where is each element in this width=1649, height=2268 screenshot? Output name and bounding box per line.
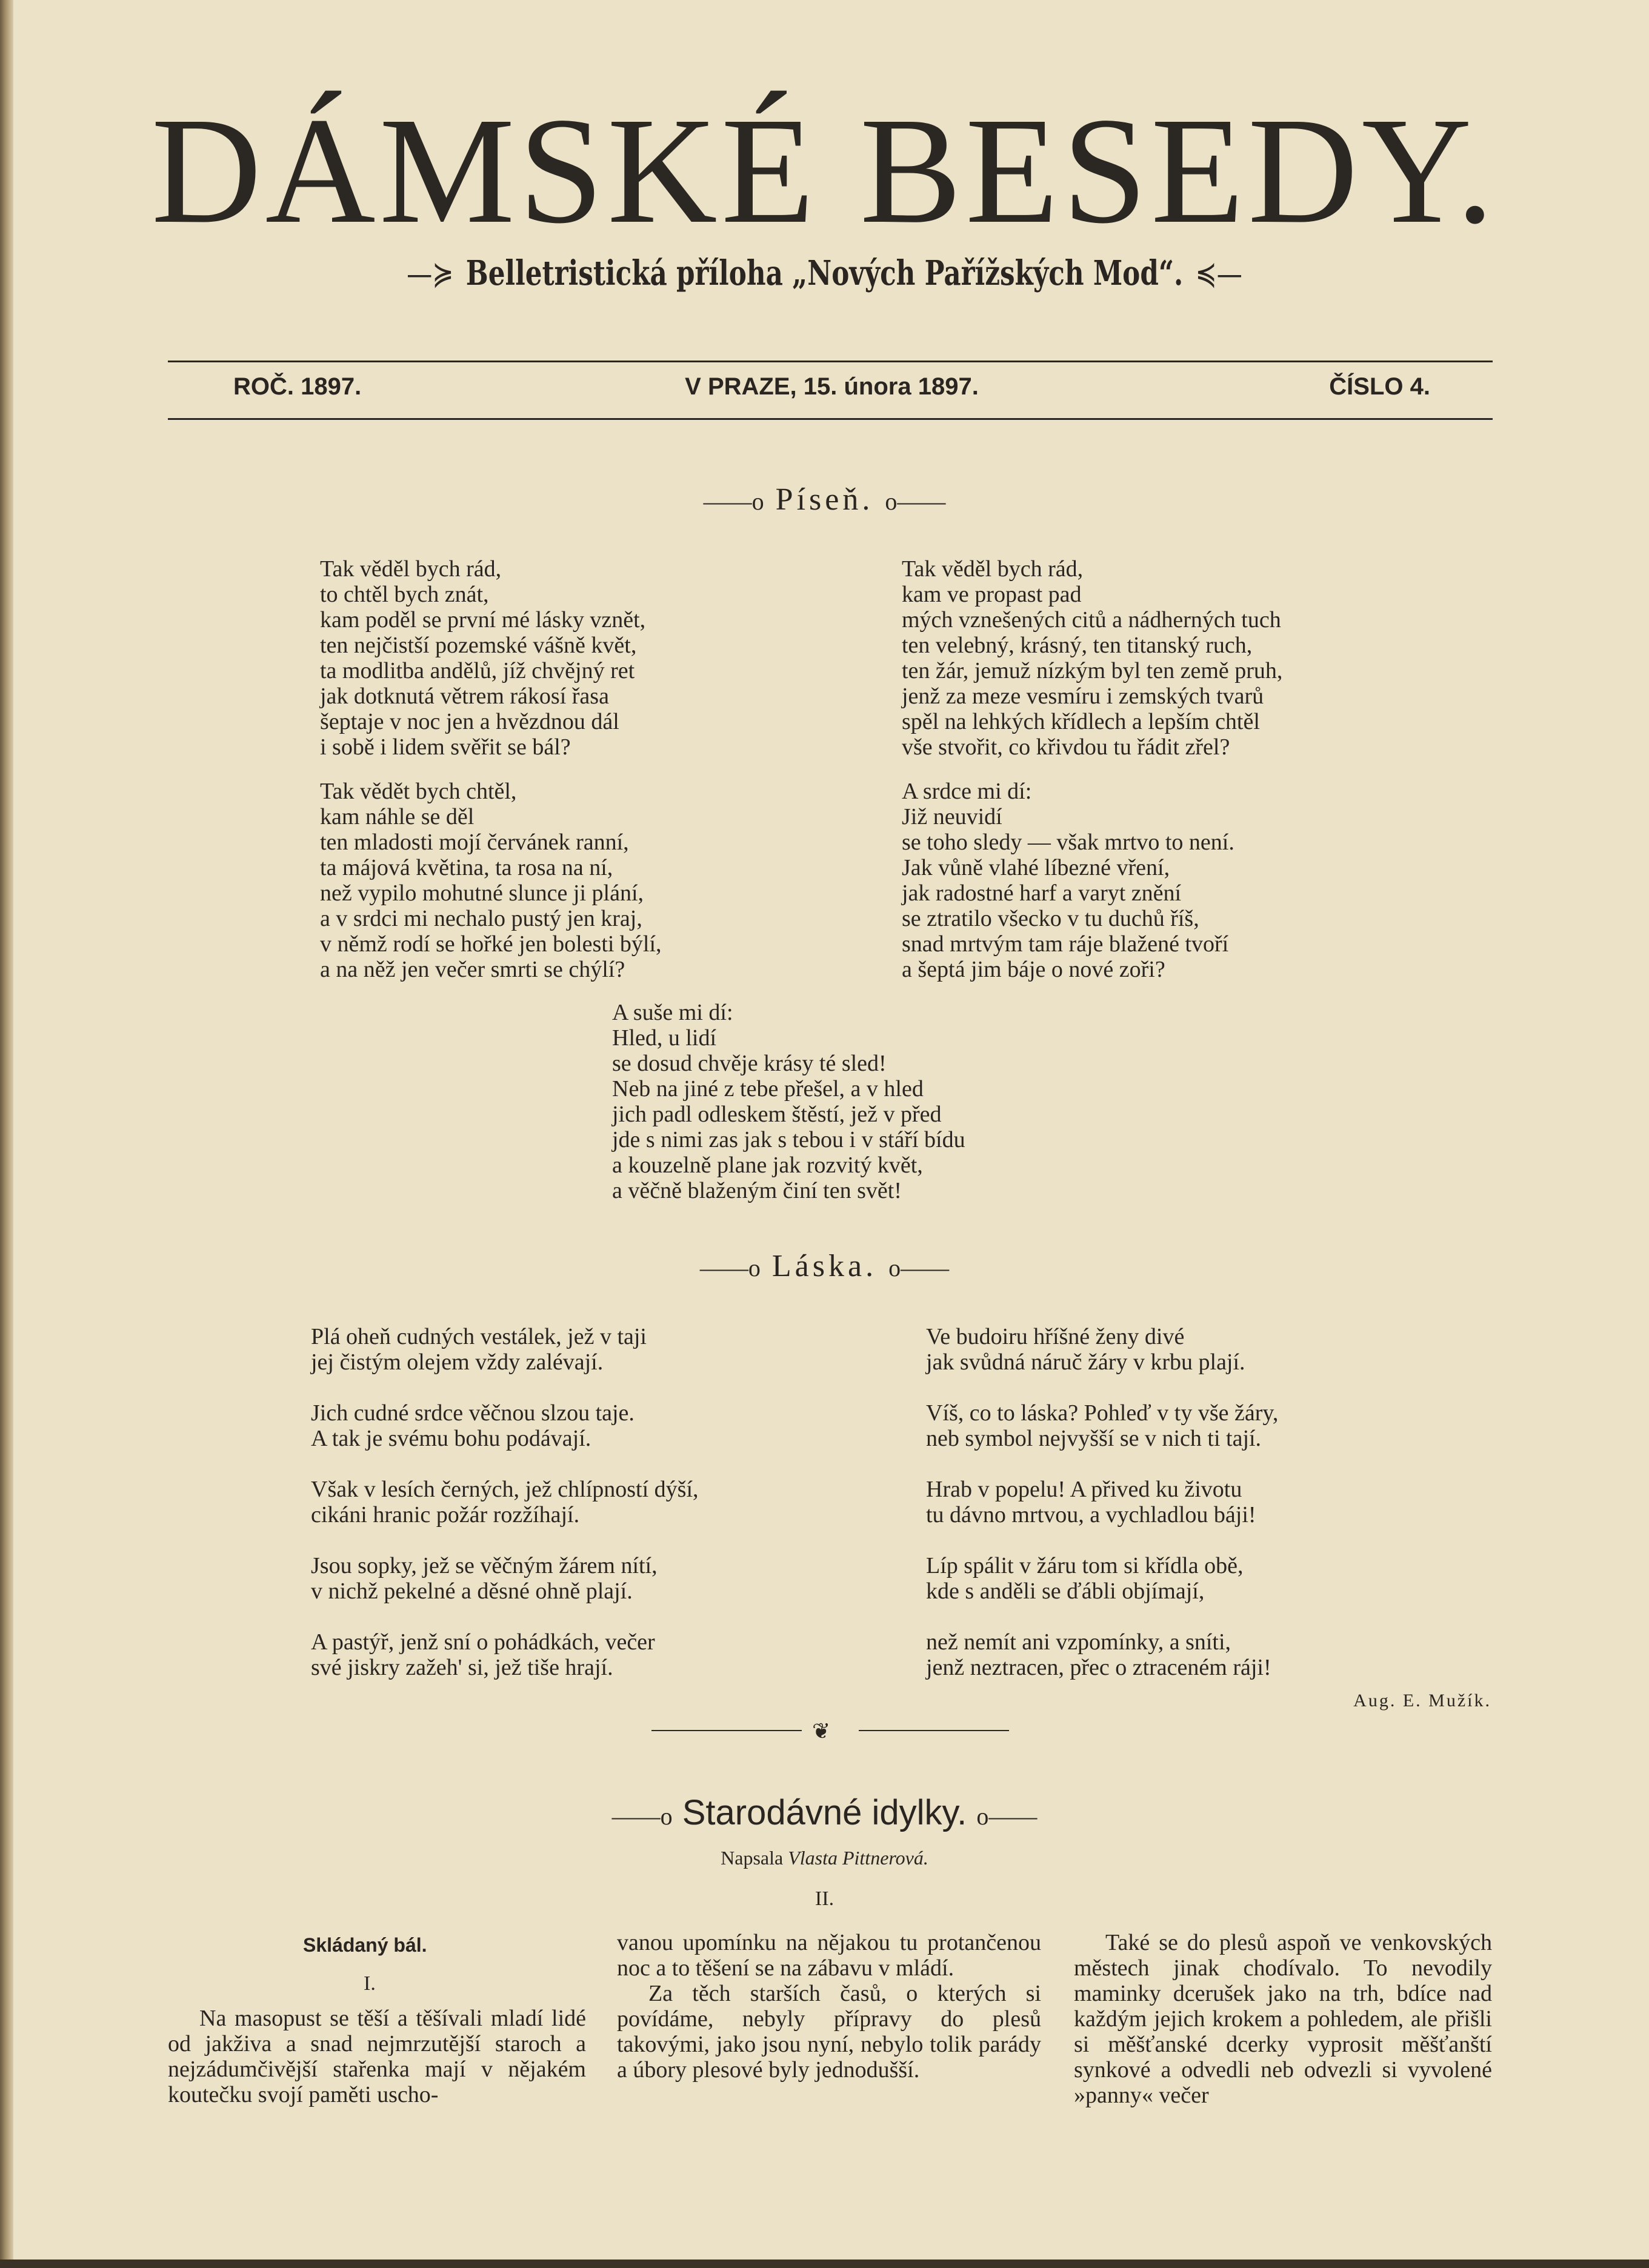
flourish-right-icon: ≼— [1195, 254, 1242, 293]
masthead-subtitle [181, 253, 1467, 293]
pisen-left-stanza-2: Tak vědět bych chtěl, kam náhle se děl ten mladosti mojí červánek ranní, ta májová květina, ta rosa na ní, než vypilo mohutné slunce ji plání, a v srdci mi nechalo pustý jen kraj, v němž rodí se hořké jen bolesti býlí, a na něž jen večer smrti se chýlí? [320, 779, 662, 982]
col2-paragraph-2: Za těch starších časů, o kterých si povídáme, nebyly přípravy do plesů takovými, jako jsou nyní, nebylo tolik parády a úbory plesové byly jednodušší. [617, 1981, 1041, 2083]
fleuron-icon: ❦ [812, 1719, 831, 1743]
prose-column-3 [1074, 1930, 1492, 2108]
rule-top [168, 361, 1493, 362]
page-bottom-edge [0, 2260, 1649, 2268]
pisen-right-stanza-1: Tak věděl bych rád, kam ve propast pad mých vznešených citů a nádherných tuch ten velebný, krásný, ten titanský ruch, ten žár, jemuž nízkým byl ten země pruh, jenž za meze vesmíru i zemských tvarů spěl na lehkých křídlech a lepším chtěl vše stvořit, co křivdou tu řádit zřel? [902, 556, 1283, 760]
subsection-number: I. [364, 1972, 376, 1995]
author-name: Vlasta Pittnerová. [788, 1847, 928, 1869]
col2-paragraph-1: vanou upomínku na nějakou tu protančenou noc a to těšení se na zábavu v mládí. [617, 1930, 1041, 1981]
author-prefix: Napsala [721, 1847, 784, 1869]
laska-signature: Aug. E. Mužík. [1353, 1691, 1491, 1711]
flourish-left-icon: —≽ [407, 254, 454, 293]
idylky-title-row [0, 1792, 1649, 1833]
pisen-center-stanza: A suše mi dí: Hled, u lidí se dosud chvěje krásy té sled! Neb na jiné z tebe přešel, a v hled jich padl odleskem štěstí, jež v před jde s nimi zas jak s tebou i v stáří bídu a kouzelně plane jak rozvitý květ, a věčně blaženým činí ten svět! [612, 1000, 965, 1203]
issue-place-date: V PRAZE, 15. února 1897. [685, 373, 979, 400]
pisen-left-stanza-1: Tak věděl bych rád, to chtěl bych znát, kam poděl se první mé lásky vznět, ten nejčistší pozemské vášně květ, ta modlitba andělů, jíž chvějný ret jak dotknutá větrem rákosí řasa šeptaje v noc jen a hvězdnou dál i sobě i lidem svěřit se bál? [320, 556, 646, 760]
dash-right: o—— [888, 1254, 950, 1282]
col1-paragraph: Na masopust se těší a těšívali mladí lidé od jakživa a snad nejmrzutější staroch a nejzádumčivější stařenka mají v nějakém koutečku svojí paměti uscho- [168, 2006, 586, 2107]
dash-left: ——o [611, 1803, 673, 1830]
ornament-line-right [859, 1730, 1009, 1731]
col3-paragraph: Také se do plesů aspoň ve venkovských městech jinak chodívalo. To nevodily maminky dcerušek jako na trh, bdíce nad každým jejich krokem a pohledem, ale přišli si měšťanské dcerky vyprosit měšťanští synkové a odvedli neb odvezli si vyvolené »panny« večer [1074, 1930, 1492, 2108]
idylky-title: Starodávné idylky. [682, 1793, 967, 1832]
laska-right-column: Ve budoiru hříšné ženy divé jak svůdná náruč žáry v krbu plají. Víš, co to láska? Pohleď v ty vše žáry, neb symbol nejvyšší se v nich ti tají. Hrab v popelu! A přived ku životu tu dávno mrtvou, a vychladlou báji! Líp spálit v žáru tom si křídla obě, kde s anděli se ďábli objímají, než nemít ani vzpomínky, a sníti, jenž neztracen, přec o ztraceném ráji! [926, 1324, 1279, 1680]
section-title-laska [0, 1248, 1649, 1284]
idylky-author [0, 1847, 1649, 1869]
laska-title: Láska. [771, 1249, 878, 1283]
issue-number: ČÍSLO 4. [1329, 373, 1430, 400]
issue-bar [233, 373, 1430, 410]
dash-left: ——o [699, 1254, 761, 1282]
subsection-title: Skládaný bál. [303, 1934, 427, 1956]
subtitle-text: Belletristická příloha „Nových Pařížských Mod“. [465, 253, 1184, 293]
dash-right: o—— [976, 1803, 1038, 1830]
pisen-title: Píseň. [775, 482, 874, 517]
prose-column-2 [617, 1930, 1041, 2083]
section-title-pisen [0, 482, 1649, 517]
masthead-title: DÁMSKÉ BESEDY. [151, 85, 1498, 255]
pisen-right-stanza-2: A srdce mi dí: Již neuvidí se toho sledy — však mrtvo to není. Jak vůně vlahé líbezné vření, jak radostné harf a varyt znění se ztratilo všecko v tu duchů říš, snad mrtvým tam ráje blažené tvoří a šeptá jim báje o nové zoři? [902, 779, 1234, 982]
dash-right: o—— [885, 488, 946, 515]
prose-column-1 [168, 2006, 586, 2107]
page-binding-edge [0, 0, 13, 2268]
ornament-line-left [651, 1730, 802, 1731]
laska-left-column: Plá oheň cudných vestálek, jež v taji jej čistým olejem vždy zalévají. Jich cudné srdce věčnou slzou taje. A tak je svému bohu podávají. Však v lesích černých, jež chlípností dýší, cikáni hranic požár rozžíhají. Jsou sopky, jež se věčným žárem nítí, v nichž pekelné a děsné ohně plají. A pastýř, jenž sní o pohádkách, večer své jiskry zažeh' si, jež tiše hrají. [311, 1324, 699, 1680]
dash-left: ——o [703, 488, 764, 515]
rule-bottom [168, 418, 1493, 420]
ornament-divider [651, 1719, 1009, 1743]
idylky-part: II. [815, 1887, 834, 1910]
issue-volume: ROČ. 1897. [233, 373, 362, 400]
